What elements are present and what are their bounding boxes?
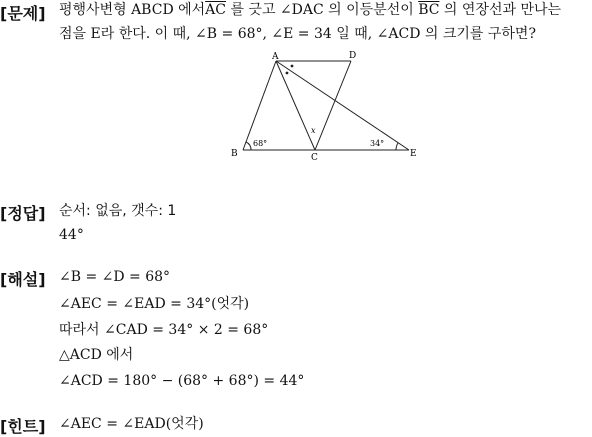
angle-b-label: 68° <box>253 139 268 148</box>
angle-mark-dot-2 <box>286 72 289 75</box>
problem-line-2: 점을 E라 한다. 이 때, ∠B = 68°, ∠E = 34 일 때, ∠ACD 의 크기를 구하면? <box>59 26 536 42</box>
problem-text-part-3: 의 연장선과 만나는 <box>439 2 562 18</box>
label-e: E <box>410 149 417 159</box>
angle-e-arc <box>396 143 398 150</box>
solution-line-2: ∠AEC = ∠EAD = 34°(엇각) <box>59 296 250 312</box>
label-a: A <box>272 52 279 62</box>
segment-dc <box>315 61 351 150</box>
problem-line-1 <box>59 0 561 20</box>
geometry-figure <box>228 48 424 166</box>
problem-text-part-2: 를 긋고 ∠DAC 의 이등분선이 <box>226 2 419 18</box>
problem-tag: [문제] <box>0 4 46 23</box>
angle-mark-dot-1 <box>291 65 294 68</box>
angle-c-label: x <box>311 126 316 135</box>
hint-text: ∠AEC = ∠EAD(엇각) <box>59 416 204 432</box>
solution-line-5: ∠ACD = 180° − (68° + 68°) = 44° <box>59 373 305 389</box>
angle-b-arc <box>246 142 251 150</box>
angle-e-label: 34° <box>370 139 385 148</box>
segment-ac: $\overline{AC}$ <box>205 2 226 18</box>
solution-tag: [해설] <box>0 270 46 289</box>
answer-meta: 순서: 없음, 갯수: 1 <box>59 203 177 219</box>
answer-value: 44° <box>59 227 84 243</box>
solution-line-3: 따라서 ∠CAD = 34° × 2 = 68° <box>59 322 269 338</box>
solution-line-1: ∠B = ∠D = 68° <box>59 269 171 285</box>
hint-tag: [힌트] <box>0 417 46 436</box>
segment-ab <box>243 61 276 150</box>
segment-bc: $\overline{BC}$ <box>418 2 440 18</box>
label-b: B <box>231 149 238 159</box>
problem-text-part-1: 평행사변형 ABCD 에서 <box>59 2 206 18</box>
label-c: C <box>311 153 318 163</box>
solution-line-4: △ACD 에서 <box>59 347 134 363</box>
label-d: D <box>349 51 357 61</box>
answer-tag: [정답] <box>0 204 46 223</box>
